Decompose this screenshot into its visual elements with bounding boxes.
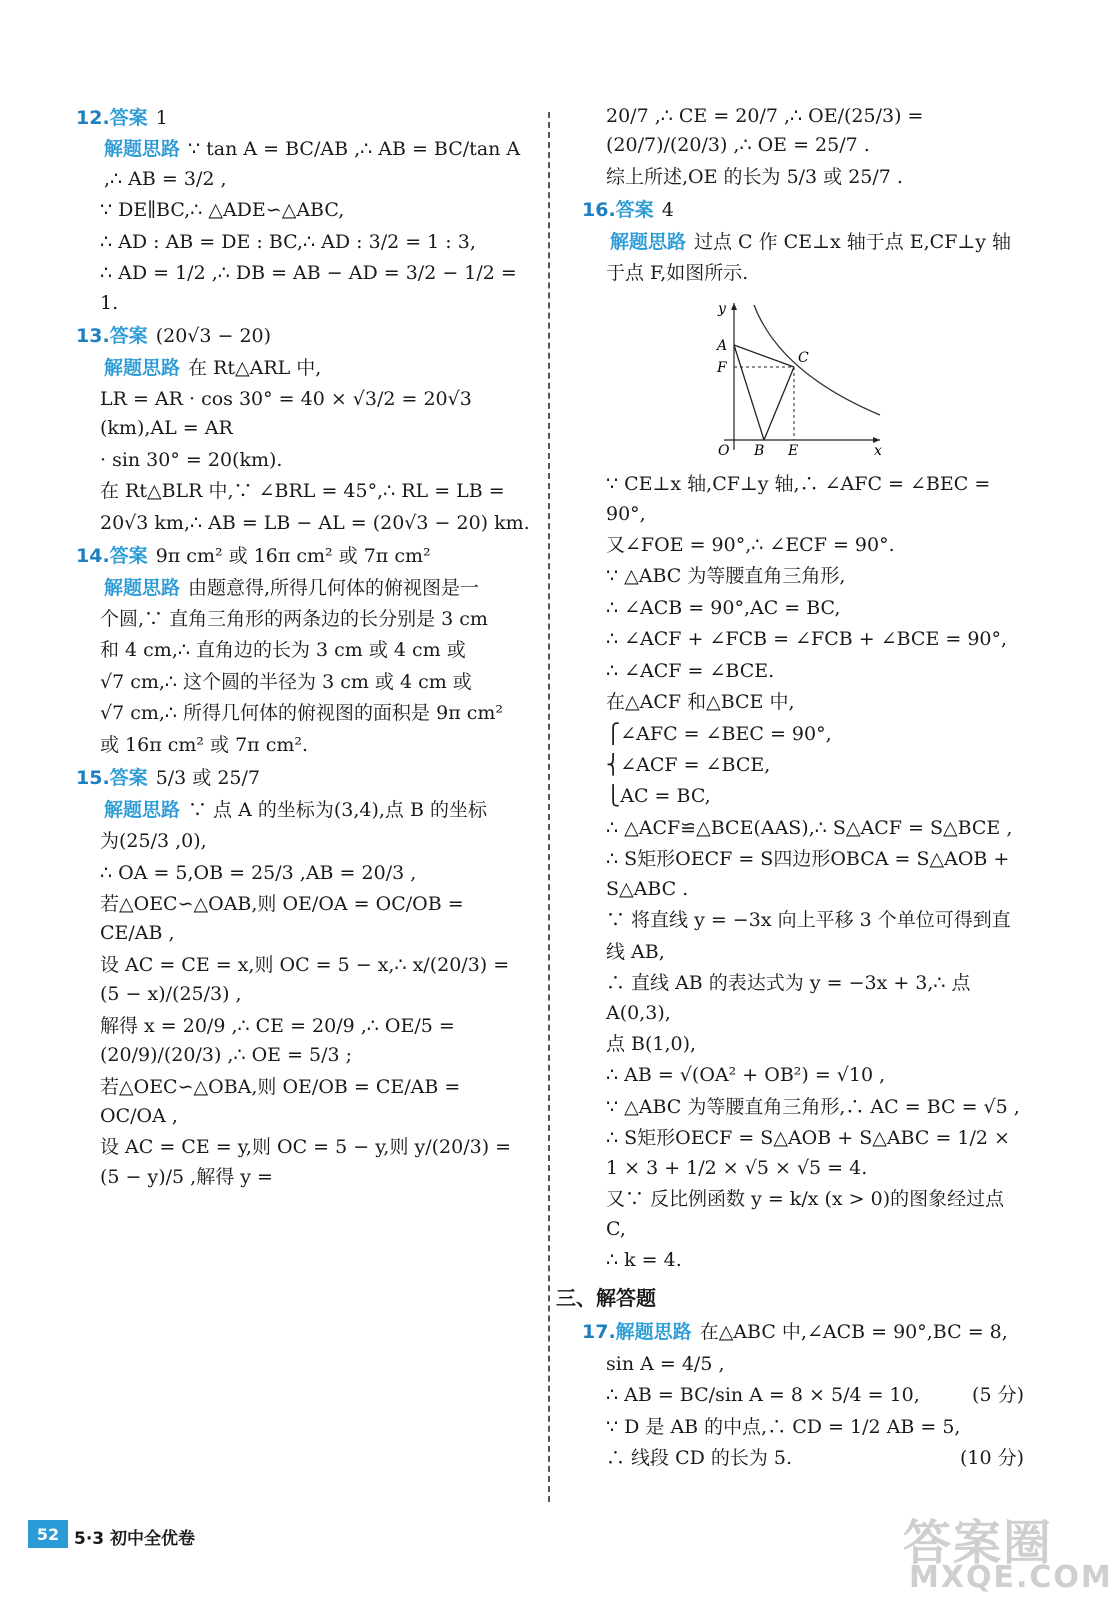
y-axis-arrow <box>731 303 737 310</box>
question-number: 13. <box>76 325 110 348</box>
text: 若△OEC∽△OBA,则 OE/OB = CE/AB = OC/OA , <box>100 1075 461 1127</box>
text: 解得 x = 20/9 ,∴ CE = 20/9 ,∴ OE/5 = (20/9)/(20/3) ,∴ OE = 5/3 ; <box>100 1014 455 1067</box>
solution-line <box>76 636 531 665</box>
solution-line <box>582 845 1024 904</box>
text: ∴ AD : AB = DE : BC,∴ AD : 3/2 = 1 : 3, <box>100 230 476 253</box>
answer-label: 答案 <box>109 325 148 348</box>
label-x: x <box>874 442 882 459</box>
text: ∵ 将直线 y = −3x 向上平移 3 个单位可得到直 <box>606 909 1011 932</box>
text: ⎩AC = BC, <box>606 785 711 808</box>
solution-line <box>76 135 531 194</box>
solution-line <box>582 657 1024 686</box>
text: LR = AR · cos 30° = 40 × √3/2 = 20√3 (km),AL = AR <box>100 387 472 440</box>
solution-line <box>76 259 531 318</box>
text: 4 <box>661 199 674 222</box>
text: 由题意得,所得几何体的俯视图是一 <box>188 576 480 599</box>
solution-line <box>582 259 1024 288</box>
text: ∴ ∠ACF + ∠FCB = ∠FCB + ∠BCE = 90°, <box>606 628 1008 651</box>
label-b: B <box>754 442 765 459</box>
text: 或 16π cm² 或 7π cm². <box>100 733 309 756</box>
solution-line <box>582 470 1024 529</box>
solution-line <box>582 1030 1024 1059</box>
solution-line <box>582 1093 1024 1122</box>
solution-line <box>582 594 1024 623</box>
solution-line <box>76 827 531 856</box>
right-column <box>556 100 1024 1476</box>
solution-line <box>582 1124 1024 1183</box>
text: ∵ △ABC 为等腰直角三角形, <box>606 565 846 588</box>
solution-line <box>582 1246 1024 1275</box>
solution-line <box>76 890 531 949</box>
text: 综上所述,OE 的长为 5/3 或 25/7 . <box>606 165 903 188</box>
label-e: E <box>788 442 799 459</box>
left-column <box>76 100 531 1194</box>
solution-label: 解题思路 <box>615 1321 692 1344</box>
solution-line <box>582 1185 1024 1244</box>
solution-line <box>76 477 531 506</box>
solution-line <box>582 969 1024 1028</box>
text: ∴ 直线 AB 的表达式为 y = −3x + 3,∴ 点 A(0,3), <box>606 972 971 1024</box>
text: 设 AC = CE = y,则 OC = 5 − y,则 y/(20/3) = (5 − y)/5 ,解得 y = <box>100 1136 512 1188</box>
solution-line <box>76 859 531 888</box>
label-f: F <box>717 359 727 376</box>
text: 在 Rt△ARL 中, <box>188 356 322 379</box>
solution-line <box>582 531 1024 560</box>
section-heading: 三、解答题 <box>556 1286 656 1311</box>
solution-line <box>76 951 531 1010</box>
text: ∵ CE⊥x 轴,CF⊥y 轴,∴ ∠AFC = ∠BEC = 90°, <box>606 473 991 525</box>
solution-label: 解题思路 <box>104 576 181 599</box>
solution-line <box>76 1012 531 1071</box>
solution-line <box>76 385 531 444</box>
answer-label: 答案 <box>615 199 654 222</box>
text: √7 cm,∴ 所得几何体的俯视图的面积是 9π cm² <box>100 702 503 725</box>
text: 线 AB, <box>606 940 665 963</box>
answer-label: 答案 <box>109 767 148 790</box>
watermark <box>895 1500 1113 1600</box>
solution-line <box>76 509 531 538</box>
question-header <box>76 322 531 351</box>
question-header <box>76 104 531 133</box>
text: 若△OEC∽△OAB,则 OE/OA = OC/OB = CE/AB , <box>100 892 464 945</box>
segment-bc <box>764 367 794 440</box>
text: · sin 30° = 20(km). <box>100 448 283 471</box>
solution-line <box>76 196 531 225</box>
label-y: y <box>718 300 726 317</box>
text: ∵ 点 A 的坐标为(3,4),点 B 的坐标 <box>188 798 487 821</box>
text: ∴ AB = BC/sin A = 8 × 5/4 = 10, <box>606 1384 920 1407</box>
text: 为(25/3 ,0), <box>100 830 207 853</box>
book-title: 5·3 初中全优卷 <box>74 1529 196 1549</box>
solution-line <box>76 668 531 697</box>
text: sin A = 4/5 , <box>606 1352 725 1375</box>
question-header <box>582 196 1024 225</box>
solution-line <box>582 228 1024 257</box>
solution-line <box>582 625 1024 654</box>
score-label: (5 分) <box>972 1384 1024 1407</box>
text: 20√3 km,∴ AB = LB − AL = (20√3 − 20) km. <box>100 511 530 534</box>
question-header <box>76 764 531 793</box>
solution-line <box>582 720 1024 749</box>
answer-label: 答案 <box>109 107 148 129</box>
text: ∴ S矩形OECF = S△AOB + S△ABC = 1/2 × 1 × 3 + 1/2 × √5 × √5 = 4. <box>606 1127 1010 1179</box>
solution-line <box>76 731 531 760</box>
text: 5/3 或 25/7 <box>155 767 261 790</box>
question-number: 14. <box>76 545 110 568</box>
text: (20√3 − 20) <box>155 325 272 348</box>
coordinate-figure <box>710 295 1024 464</box>
text: ∵ △ABC 为等腰直角三角形,∴ AC = BC = √5 , <box>606 1095 1020 1118</box>
text: 设 AC = CE = x,则 OC = 5 − x,∴ x/(20/3) = (5 − x)/(25/3) , <box>100 953 510 1006</box>
column-divider <box>548 112 550 1502</box>
text: √7 cm,∴ 这个圆的半径为 3 cm 或 4 cm 或 <box>100 670 472 693</box>
text: 在△ABC 中,∠ACB = 90°,BC = 8, <box>699 1321 1008 1344</box>
solution-line <box>582 1444 1024 1473</box>
label-c: C <box>798 349 809 366</box>
question-number: 15. <box>76 767 110 790</box>
solution-line <box>582 1413 1024 1442</box>
text: 于点 F,如图所示. <box>606 262 749 285</box>
solution-line <box>76 1133 531 1192</box>
text: 9π cm² 或 16π cm² 或 7π cm² <box>155 545 431 568</box>
text: ∴ AB = √(OA² + OB²) = √10 , <box>606 1064 886 1087</box>
score-label: (10 分) <box>959 1447 1024 1470</box>
solution-line <box>582 906 1024 935</box>
text: 又∵ 反比例函数 y = k/x (x > 0)的图象经过点 C, <box>606 1188 1005 1240</box>
solution-line <box>582 688 1024 717</box>
text: 20/7 ,∴ CE = 20/7 ,∴ OE/(25/3) = (20/7)/(20/3) ,∴ OE = 25/7 . <box>606 105 924 157</box>
solution-line <box>582 1061 1024 1090</box>
answer-label: 答案 <box>109 545 148 568</box>
text: ∴ ∠ACB = 90°,AC = BC, <box>606 596 841 619</box>
solution-line <box>76 574 531 603</box>
text: ⎧∠AFC = ∠BEC = 90°, <box>606 722 832 745</box>
text: ⎨∠ACF = ∠BCE, <box>606 754 771 776</box>
function-graph <box>710 295 885 459</box>
text: 又∠FOE = 90°,∴ ∠ECF = 90°. <box>606 533 895 556</box>
solution-line <box>582 102 1024 161</box>
solution-line <box>582 1381 1024 1410</box>
hyperbola-curve <box>754 305 880 415</box>
text: 在△ACF 和△BCE 中, <box>606 691 795 714</box>
solution-line <box>582 938 1024 967</box>
solution-line <box>76 796 531 825</box>
segment-ac <box>734 345 794 367</box>
question-number: 16. <box>582 199 616 222</box>
text: ∵ tan A = BC/AB ,∴ AB = BC/tan A ,∴ AB = 3/2 , <box>104 138 521 190</box>
solution-line <box>76 605 531 634</box>
text: ∴ 线段 CD 的长为 5. <box>606 1447 793 1470</box>
text: 和 4 cm,∴ 直角边的长为 3 cm 或 4 cm 或 <box>100 639 466 662</box>
solution-line <box>582 562 1024 591</box>
page-number: 52 <box>28 1520 68 1548</box>
solution-line <box>76 446 531 475</box>
watermark-url: MXQE.COM <box>909 1560 1113 1595</box>
text: 1 <box>155 107 168 129</box>
solution-line <box>582 814 1024 843</box>
solution-line <box>582 1350 1024 1379</box>
solution-line <box>76 228 531 257</box>
text: ∴ ∠ACF = ∠BCE. <box>606 659 775 682</box>
text: ∵ D 是 AB 的中点,∴ CD = 1/2 AB = 5, <box>606 1415 961 1438</box>
watermark-logo: 答案圈 <box>903 1515 1054 1571</box>
solution-line <box>76 699 531 728</box>
label-a: A <box>717 337 728 354</box>
solution-label: 解题思路 <box>610 230 687 253</box>
text: ∴ OA = 5,OB = 25/3 ,AB = 20/3 , <box>100 861 417 884</box>
text: 在 Rt△BLR 中,∵ ∠BRL = 45°,∴ RL = LB = <box>100 480 505 503</box>
question-header <box>76 542 531 571</box>
solution-line <box>76 1073 531 1132</box>
solution-label: 解题思路 <box>104 138 181 161</box>
solution-label: 解题思路 <box>104 356 181 379</box>
label-o: O <box>718 442 730 459</box>
solution-line <box>582 782 1024 811</box>
segment-ab <box>734 345 764 440</box>
question-number: 17. <box>582 1321 616 1344</box>
question-header <box>582 1318 1024 1347</box>
text: ∵ DE∥BC,∴ △ADE∽△ABC, <box>100 199 345 222</box>
page-footer <box>0 1512 300 1554</box>
text: 过点 C 作 CE⊥x 轴于点 E,CF⊥y 轴 <box>694 230 1012 253</box>
question-number: 12. <box>76 107 110 129</box>
text: 个圆,∵ 直角三角形的两条边的长分别是 3 cm <box>100 608 488 630</box>
solution-line <box>582 751 1024 780</box>
solution-label: 解题思路 <box>104 798 181 821</box>
text: ∴ AD = 1/2 ,∴ DB = AB − AD = 3/2 − 1/2 = 1. <box>100 262 517 314</box>
text: ∴ k = 4. <box>606 1249 682 1271</box>
text: 点 B(1,0), <box>606 1032 697 1055</box>
text: ∴ S矩形OECF = S四边形OBCA = S△AOB + S△ABC . <box>606 848 1010 900</box>
text: ∴ △ACF≌△BCE(AAS),∴ S△ACF = S△BCE , <box>606 816 1013 839</box>
solution-line <box>76 354 531 383</box>
solution-line <box>582 163 1024 192</box>
